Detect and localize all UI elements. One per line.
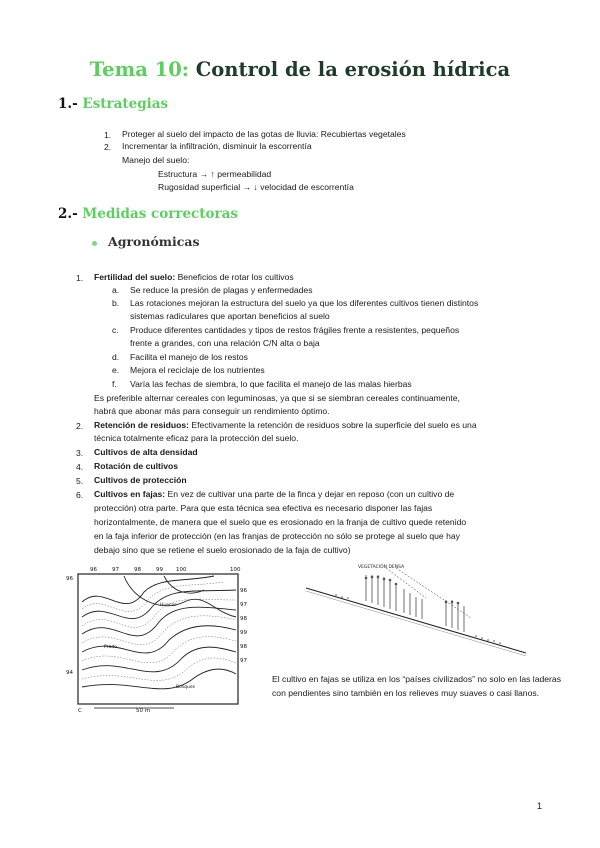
contour-label: 100 xyxy=(176,567,187,573)
note-line: habrá que abonar más para conseguir un rendimiento óptimo. xyxy=(94,406,330,416)
section2-number: 2.- xyxy=(58,206,78,222)
item-bold-label: Rotación de cultivos xyxy=(94,461,179,471)
sub-item: Rugosidad superficial → ↓ velocidad de escorrentía xyxy=(158,182,354,192)
list-number: 2. xyxy=(104,142,112,152)
item-text: en la faja inferior de protección (en las franjas de protección no sólo se protege al suelo que hay xyxy=(94,531,460,541)
page-number: 1 xyxy=(536,801,542,811)
figure-caption: El cultivo en fajas se utiliza en los “países civilizados” no solo en las laderas con pendientes sino también en los relieves muy suaves o casi llanos. xyxy=(272,674,561,698)
letter-mark: e. xyxy=(112,365,120,375)
letter-item: sistemas radiculares que aportan beneficios al suelo xyxy=(130,311,330,321)
section1-number: 1.- xyxy=(58,96,78,112)
item-bold-label: Cultivos de alta densidad xyxy=(94,447,198,457)
contour-label: 94 xyxy=(66,670,73,676)
bullet-icon xyxy=(92,241,97,246)
map-label: Bosques xyxy=(176,685,196,690)
letter-item: Produce diferentes cantidades y tipos de restos frágiles frente a resistentes, pequeños xyxy=(130,325,460,335)
item-bold-label: Cultivos de protección xyxy=(94,475,187,485)
note-line: Es preferible alternar cereales con leguminosas, ya que si se siembran cereales continuamente, xyxy=(94,393,460,403)
sub-item: Estructura → ↑ permeabilidad xyxy=(158,169,272,179)
scale-label: 50 m xyxy=(136,708,151,712)
list-number: 2. xyxy=(76,421,84,431)
letter-mark: d. xyxy=(112,352,120,362)
letter-mark: b. xyxy=(112,298,120,308)
section1-heading xyxy=(58,96,168,112)
list-number: 5. xyxy=(76,476,84,486)
title-number: Tema 10: xyxy=(89,58,189,81)
map-label: Prado xyxy=(104,645,117,650)
item-text: debajo sino que se retiene el suelo erosionado de la faja de cultivo) xyxy=(94,545,351,555)
list-item: Incrementar la infiltración, disminuir la escorrentía xyxy=(122,141,312,151)
list-item-fajas xyxy=(94,489,454,500)
list-item-residuos xyxy=(94,420,477,431)
contour-label: 97 xyxy=(240,602,247,608)
item-bold-label: Retención de residuos: xyxy=(94,420,190,430)
letter-item: Facilita el manejo de los restos xyxy=(130,352,248,362)
contour-label: 97 xyxy=(112,567,119,573)
item-bold-label: Cultivos en fajas: xyxy=(94,489,166,499)
list-number: 1. xyxy=(76,273,84,283)
contour-label: 96 xyxy=(66,576,73,582)
list-item xyxy=(94,475,187,486)
contour-label: 98 xyxy=(240,644,247,650)
letter-item: frente a grandes, con una relación C/N alta o baja xyxy=(130,338,320,348)
contour-label: 100 xyxy=(230,567,241,573)
list-item: Proteger al suelo del impacto de las gotas de lluvia: Recubiertas vegetales xyxy=(122,129,406,139)
item-text: protección) otra parte. Para que esta técnica sea efectiva es necesario disponer las fajas xyxy=(94,503,433,513)
contour-label: 96 xyxy=(240,588,247,594)
letter-item: Varía las fechas de siembra, lo que facilita el manejo de las malas hierbas xyxy=(130,379,412,389)
item-text: técnica totalmente eficaz para la protección del suelo. xyxy=(94,433,299,443)
section1-title: Estrategias xyxy=(82,96,169,112)
letter-mark: a. xyxy=(112,285,120,295)
section2-title: Medidas correctoras xyxy=(82,206,238,222)
figure-label: VEGETACIÓN DENSA xyxy=(358,565,405,570)
contour-label: 99 xyxy=(156,567,163,573)
item-text: En vez de cultivar una parte de la finca y dejar en reposo (con un cultivo de xyxy=(165,489,455,499)
list-number: 6. xyxy=(76,490,84,500)
title-text: Control de la erosión hídrica xyxy=(195,58,511,81)
item-bold-label: Fertilidad del suelo: xyxy=(94,272,176,282)
item-text: Efectivamente la retención de residuos sobre la superficie del suelo es una xyxy=(189,420,477,430)
letter-item: Las rotaciones mejoran la estructura del suelo ya que los diferentes cultivos tienen distintos xyxy=(130,298,479,308)
manejo-label: Manejo del suelo: xyxy=(122,155,190,165)
letter-mark: f. xyxy=(112,379,117,389)
corner-label: C xyxy=(78,708,82,712)
letter-item: Se reduce la presión de plagas y enfermedades xyxy=(130,285,313,295)
letter-mark: c. xyxy=(112,325,119,335)
contour-label: 99 xyxy=(240,630,247,636)
list-item-fertilidad xyxy=(94,272,294,283)
contour-label: 96 xyxy=(90,567,97,573)
list-item xyxy=(94,461,178,472)
section2-heading xyxy=(58,206,238,222)
list-item xyxy=(94,447,198,458)
list-number: 1. xyxy=(104,130,112,140)
item-text: horizontalmente, de manera que el suelo que es erosionado en la franja de cultivo quede retenido xyxy=(94,517,467,527)
contour-label: 98 xyxy=(134,567,141,573)
page-title xyxy=(0,58,600,81)
contour-label: 98 xyxy=(240,616,247,622)
list-number: 3. xyxy=(76,448,84,458)
list-number: 4. xyxy=(76,462,84,472)
subheading-agronomicas: Agronómicas xyxy=(108,234,200,249)
map-label: Huecos xyxy=(160,603,177,608)
strip-cropping-diagram xyxy=(296,558,546,663)
item-text: Beneficios de rotar los cultivos xyxy=(175,272,294,282)
contour-strip-map xyxy=(64,562,254,712)
contour-label: 97 xyxy=(240,658,247,664)
letter-item: Mejora el reciclaje de los nutrientes xyxy=(130,365,265,375)
